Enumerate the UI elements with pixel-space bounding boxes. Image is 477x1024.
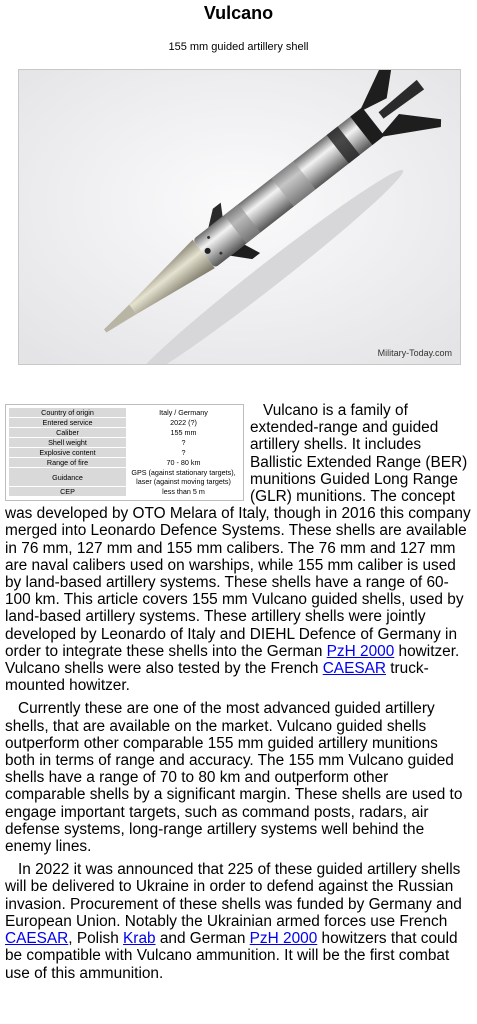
spec-row xyxy=(9,487,240,496)
spec-row xyxy=(9,438,240,447)
spec-row xyxy=(9,468,240,486)
spec-value: 2022 (?) xyxy=(127,418,240,427)
spec-value: ? xyxy=(127,448,240,457)
spec-table xyxy=(5,404,244,501)
paragraph-ukraine: In 2022 it was announced that 225 of these guided artillery shells will be delivered to Ukraine in order to defend against the Russian invasion. Procurement of these shells was funded by Germany and European Union. Notably the Ukrainian armed forces use French CAESAR, Polish Krab and German PzH 2000 howitzers that could be compatible with Vulcano ammunition. It will be the first combat use of this ammunition. xyxy=(5,861,462,982)
paragraph-capabilities: Currently these are one of the most advanced guided artillery shells, that are available on the market. Vulcano guided shells outperform other comparable 155 mm guided artillery munitions both in terms of range and accuracy. The 155 mm Vulcano guided shells have a range of 70 to 80 km and outperform other comparable shells by a significant margin. These shells are used to engage important targets, such as command posts, radars, air defense systems, long-range artillery systems well behind the enemy lines. xyxy=(5,700,463,856)
spec-row xyxy=(9,458,240,467)
spec-value: GPS (against stationary targets), laser (against moving targets) xyxy=(127,468,240,486)
spec-value: less than 5 m xyxy=(127,487,240,496)
spec-row xyxy=(9,428,240,437)
paragraph-intro: Vulcano is a family of extended-range and guided artillery shells. It includes Ballistic Extended Range (BER) munitions Guided Long Range (GLR) munitions. The concept was developed by OTO Melara of Italy, though in 2016 this company merged into Leonardo Defence Systems. These shells are available in 76 mm, 127 mm and 155 mm calibers. The 76 mm and 127 mm are naval calibers used on warships, while 155 mm caliber is used by land-based artillery systems. These shells have a range of 60-100 km. This article covers 155 mm Vulcano guided shells, used by land-based artillery systems. These artillery shells were jointly developed by Leonardo of Italy and DIEHL Defence of Germany in order to integrate these shells into the German PzH 2000 howitzer. Vulcano shells were also tested by the French CAESAR truck-mounted howitzer. xyxy=(5,402,471,695)
spec-value: Italy / Germany xyxy=(127,408,240,417)
spec-row xyxy=(9,408,240,417)
page-subtitle: 155 mm guided artillery shell xyxy=(168,41,309,53)
spec-value: 155 mm xyxy=(127,428,240,437)
page-title: Vulcano xyxy=(203,3,274,23)
link-caesar-2[interactable]: CAESAR xyxy=(5,930,69,948)
spec-label: Shell weight xyxy=(9,438,126,447)
link-pzh2000-2[interactable]: PzH 2000 xyxy=(249,930,318,948)
spec-label: CEP xyxy=(9,487,126,496)
link-caesar[interactable]: CAESAR xyxy=(322,660,386,678)
spec-label: Range of fire xyxy=(9,458,126,467)
spec-label: Entered service xyxy=(9,418,126,427)
link-pzh2000[interactable]: PzH 2000 xyxy=(326,642,395,660)
shell-illustration xyxy=(19,70,460,364)
spec-label: Country of origin xyxy=(9,408,126,417)
spec-row xyxy=(9,418,240,427)
photo-credit: Military-Today.com xyxy=(377,348,452,358)
spec-label: Explosive content xyxy=(9,448,126,457)
spec-value: ? xyxy=(127,438,240,447)
spec-row xyxy=(9,448,240,457)
spec-value: 70 - 80 km xyxy=(127,458,240,467)
article-body xyxy=(5,402,472,982)
shell-photo xyxy=(18,69,461,365)
spec-label: Guidance xyxy=(9,468,126,486)
link-krab[interactable]: Krab xyxy=(123,930,156,948)
spec-label: Caliber xyxy=(9,428,126,437)
